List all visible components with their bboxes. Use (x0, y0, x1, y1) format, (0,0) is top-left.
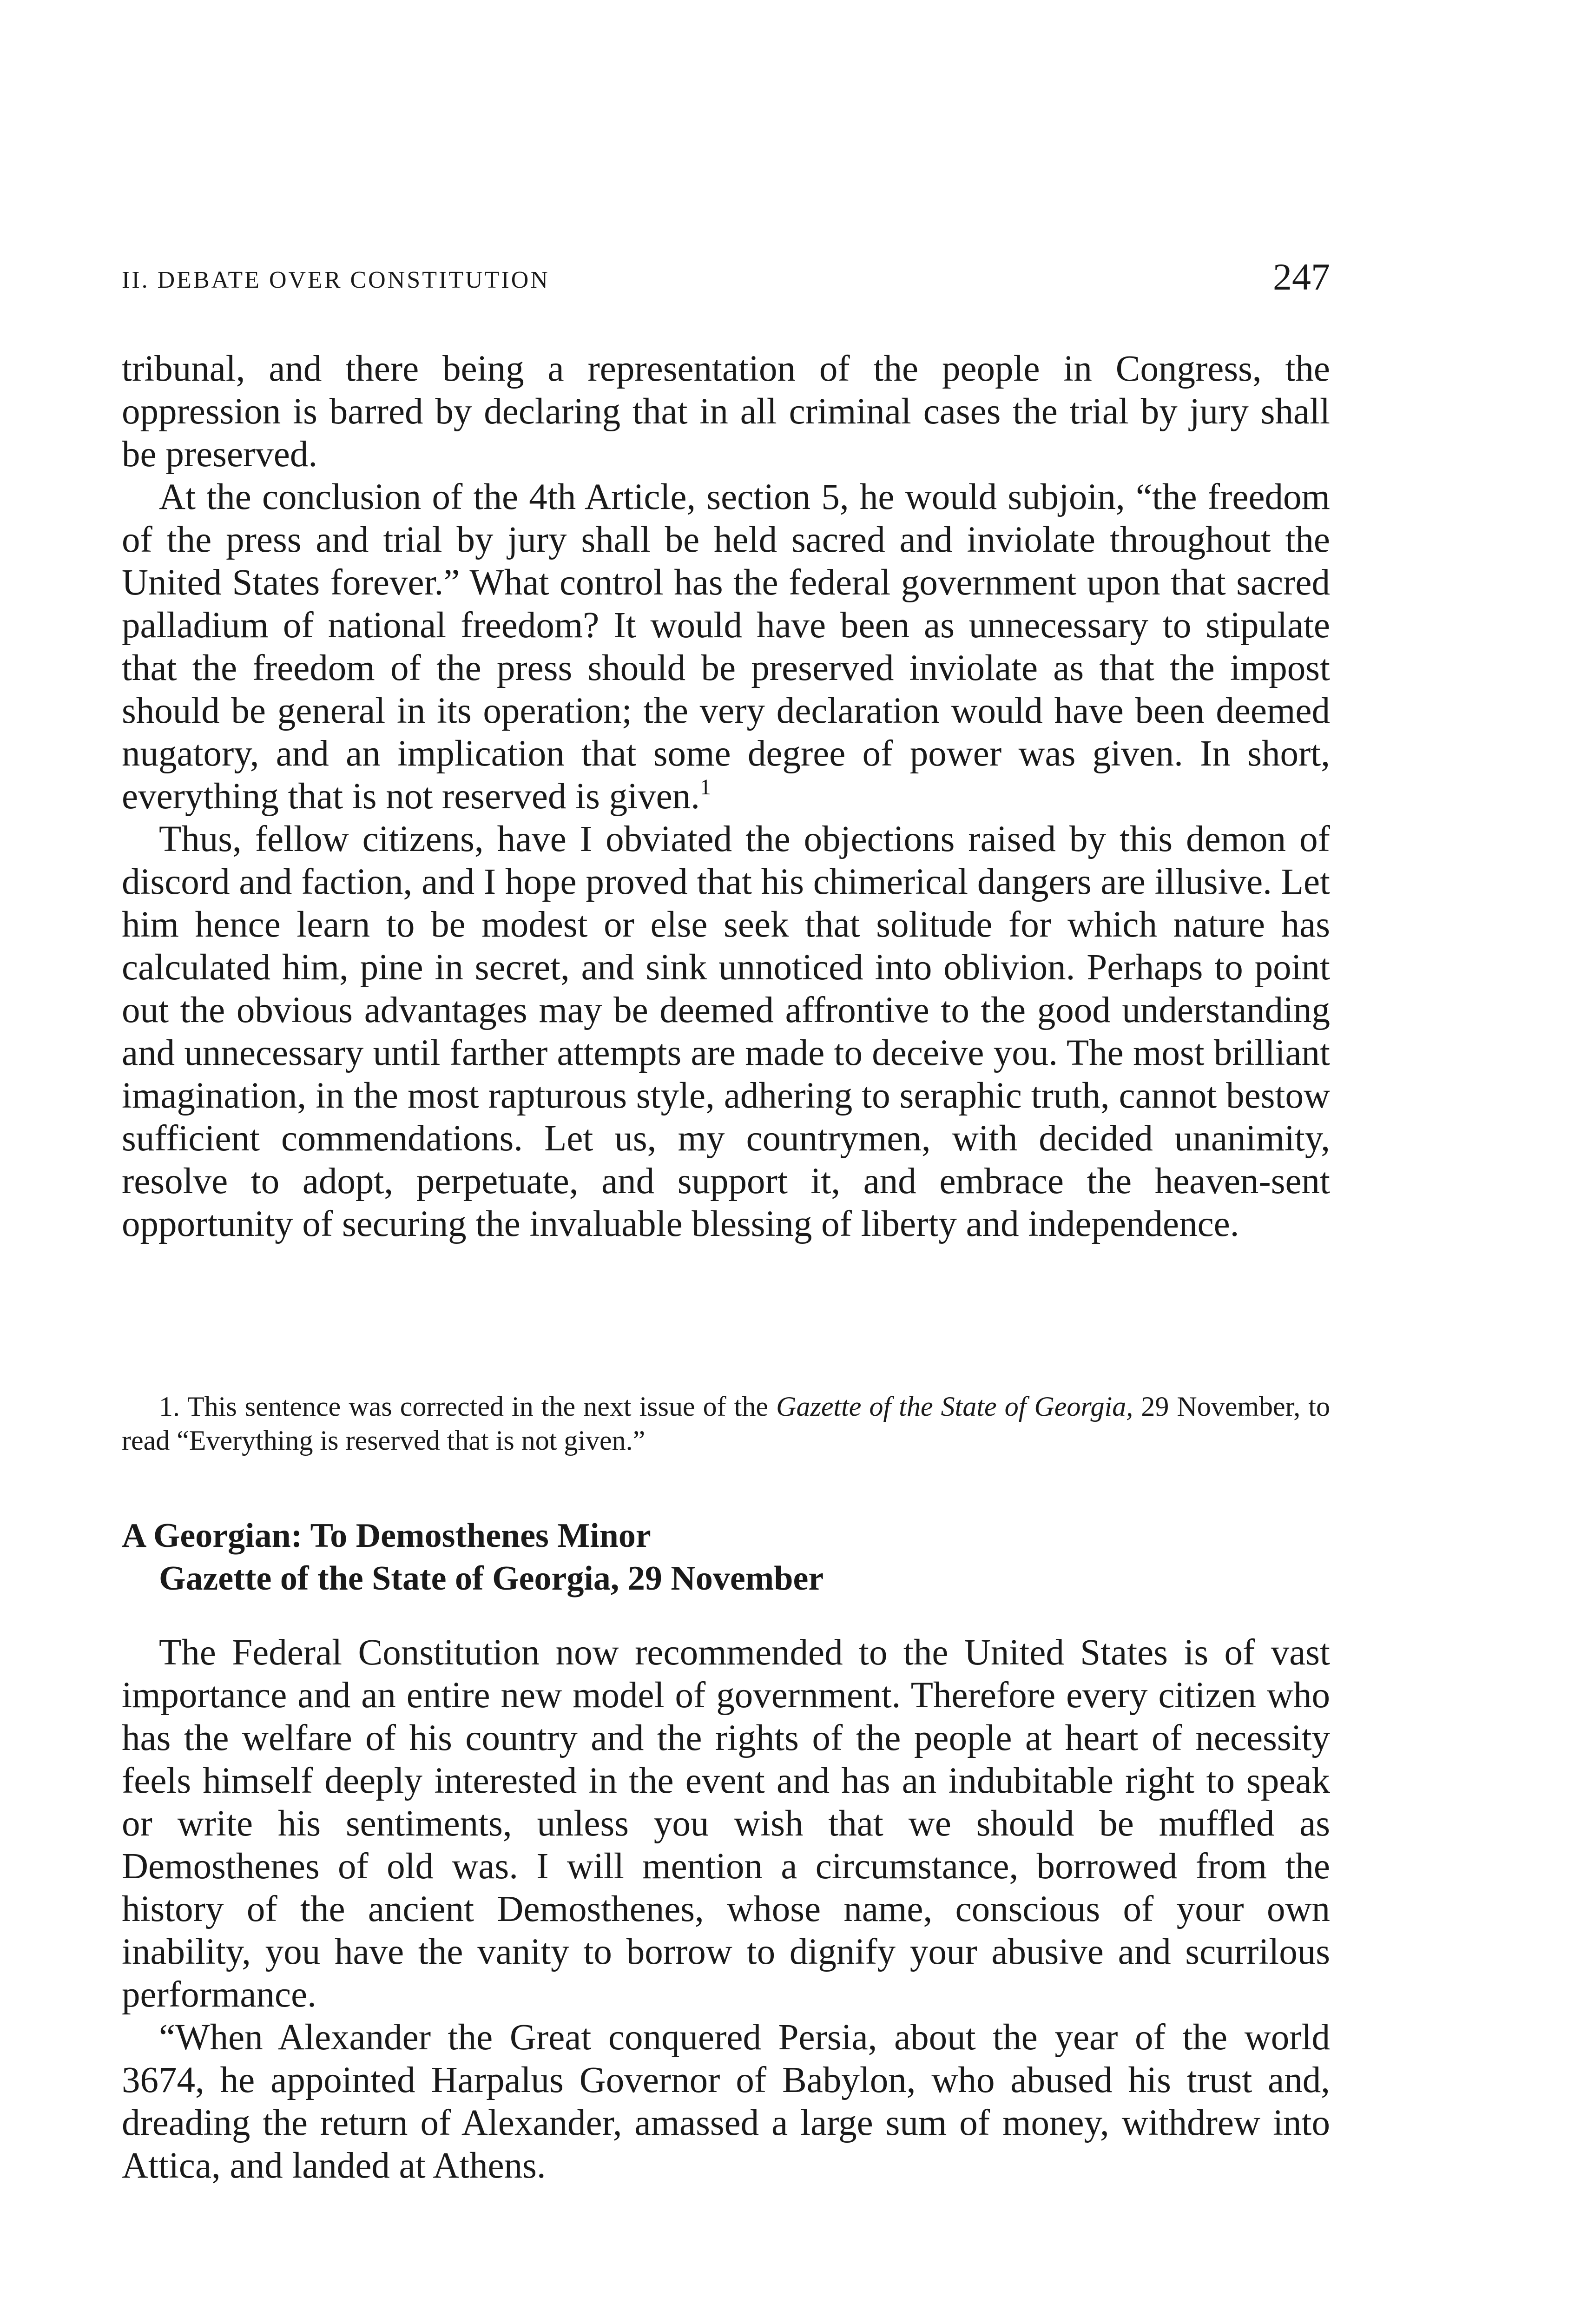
paragraph-fourth-article-text: At the conclusion of the 4th Article, section 5, he would subjoin, “the freedom of the press and trial by jury shall be held sacred and inviolate throughout the United States forever.” What control has the federal government upon that sacred palladium of national freedom? It would have been as unnecessary to stipulate that the freedom of the press should be preserved inviolate as that the impost should be general in its operation; the very declaration would have been deemed nugatory, and an implication that some degree of power was given. In short, everything that is not reserved is given. (122, 477, 1330, 817)
continued-essay-text (122, 348, 1330, 1246)
page-number: 247 (1273, 256, 1330, 298)
paragraph-fourth-article (122, 476, 1330, 818)
paragraph-alexander: “When Alexander the Great conquered Persia, about the year of the world 3674, he appointed Harpalus Governor of Babylon, who abused his trust and, dreading the return of Alexander, amassed a large sum of money, withdrew into Attica, and landed at Athens. (122, 2017, 1330, 2186)
paragraph-federal-constitution: The Federal Constitution now recommended to the United States is of vast importance and an entire new model of government. Therefore every citizen who has the welfare of his country and the rights of the people at heart of necessity feels himself deeply interested in the event and has an indubitable right to speak or write his sentiments, unless you wish that we should be muffled as Demosthenes of old was. I will mention a circumstance, borrowed from the history of the ancient Demosthenes, whose name, conscious of your own inability, you have the vanity to borrow to dignify your abusive and scurrilous performance. (122, 1632, 1330, 2015)
footnote-text-after: 29 November, to read “Everything is reserved that is not given.” (122, 1391, 1331, 1456)
page-header (122, 258, 1330, 304)
running-head: II. DEBATE OVER CONSTITUTION (122, 267, 550, 293)
document-title: A Georgian: To Demosthenes Minor (122, 1517, 651, 1555)
document-source: Gazette of the State of Georgia, 29 November (159, 1559, 824, 1598)
footnote-text-before: This sentence was corrected in the next issue of the (187, 1391, 769, 1422)
footnote (122, 1390, 1330, 1458)
footnote-reference: 1 (699, 775, 711, 799)
footnote-number: 1. (159, 1391, 180, 1422)
paragraph-tribunal: tribunal, and there being a representation of the people in Congress, the oppression is barred by declaring that in all criminal cases the trial by jury shall be preserved. (122, 349, 1330, 475)
paragraph-fellow-citizens: Thus, fellow citizens, have I obviated the objections raised by this demon of discord and faction, and I hope proved that his chimerical dangers are illusive. Let him hence learn to be modest or else seek that solitude for which nature has calculated him, pine in secret, and sink unnoticed into oblivion. Perhaps to point out the obvious advantages may be deemed affrontive to the good understanding and unnecessary until farther attempts are made to deceive you. The most brilliant imagination, in the most rapturous style, adhering to seraphic truth, cannot bestow sufficient commendations. Let us, my countrymen, with decided unanimity, resolve to adopt, perpetuate, and support it, and embrace the heaven-sent opportunity of securing the invaluable blessing of liberty and independence. (122, 819, 1330, 1244)
footnote-publication: Gazette of the State of Georgia, (776, 1391, 1133, 1422)
georgian-essay-text (122, 1631, 1330, 2187)
